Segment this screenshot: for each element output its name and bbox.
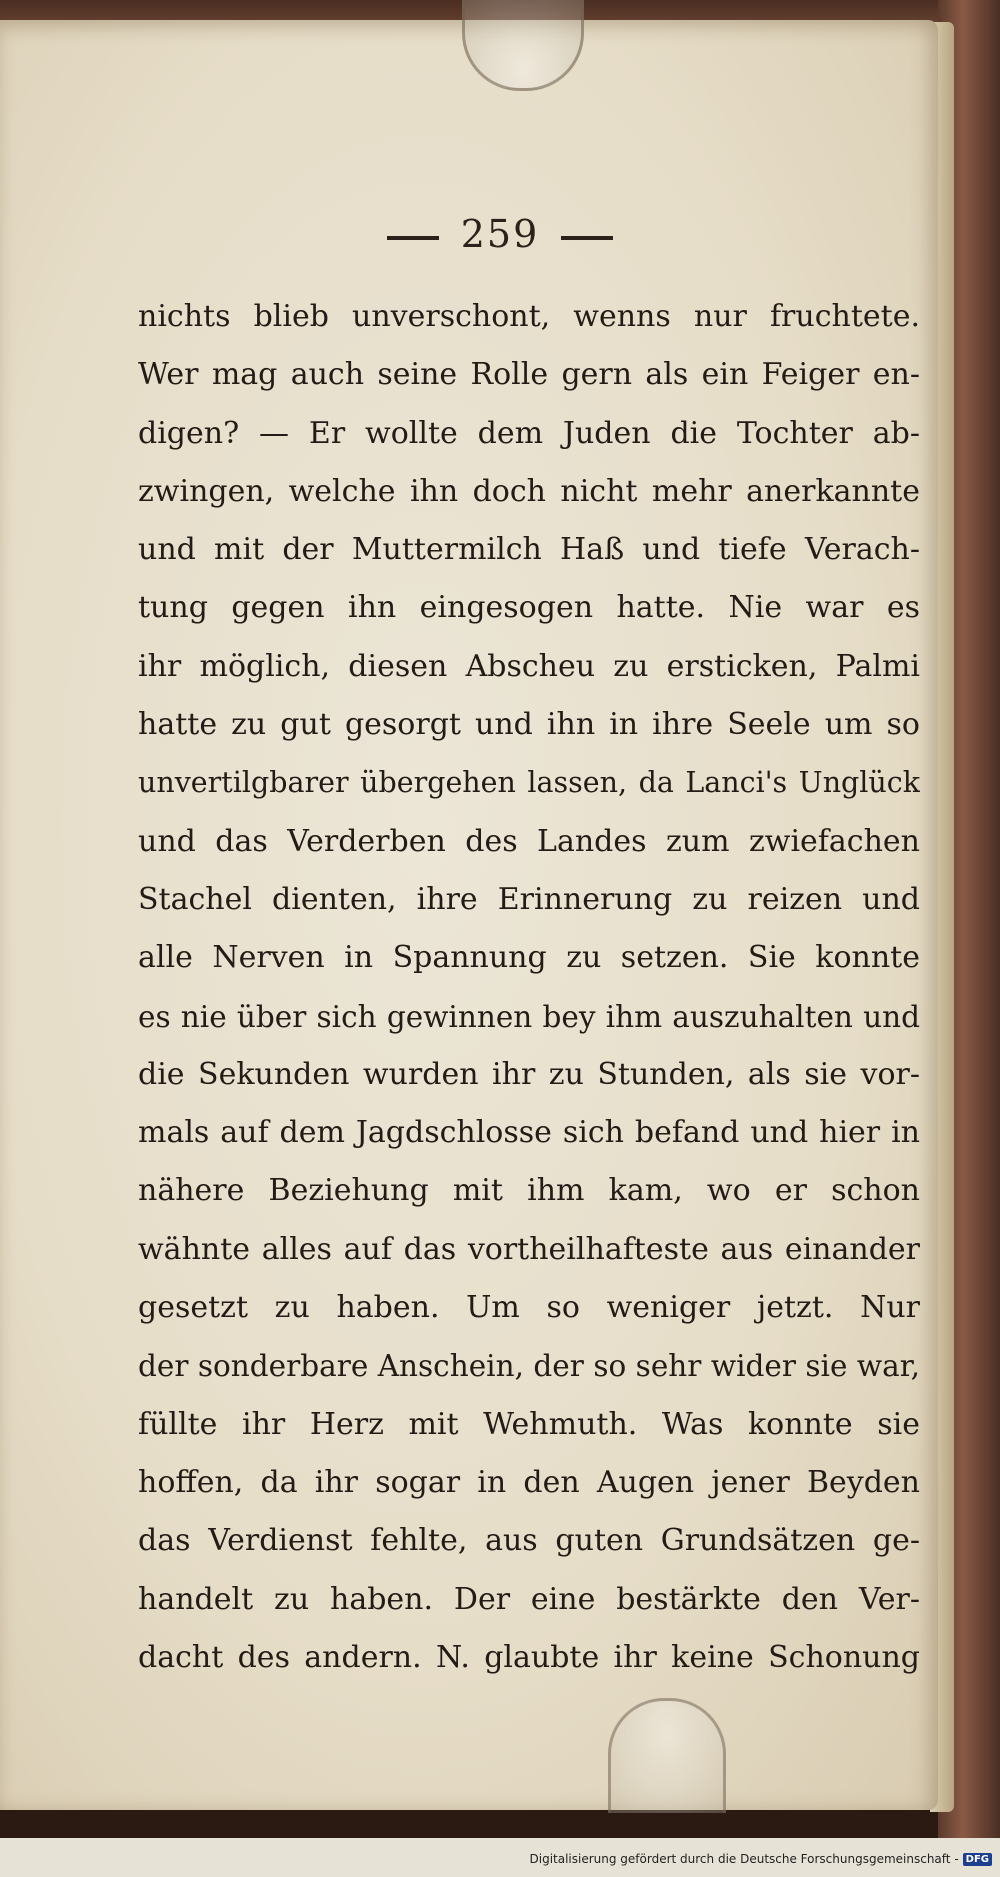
text-line: unvertilgbarer übergehen lassen, da Lanci's Unglück [138, 766, 920, 800]
credit-text: Digitalisierung gefördert durch die Deutsche Forschungsgemeinschaft - [529, 1852, 959, 1866]
text-line: und das Verderben des Landes zum zwiefachen [138, 823, 920, 859]
text-line: es nie über sich gewinnen bey ihm auszuhalten und [138, 999, 920, 1034]
text-line: wähnte alles auf das vortheilhafteste aus einander [138, 1231, 920, 1267]
text-line: gesetzt zu haben. Um so weniger jetzt. Nur [138, 1290, 920, 1326]
text-line: tung gegen ihn eingesogen hatte. Nie war es [138, 590, 920, 626]
dfg-logo: DFG [963, 1853, 992, 1866]
text-line: füllte ihr Herz mit Wehmuth. Was konnte sie [138, 1406, 920, 1442]
text-line: digen? — Er wollte dem Juden die Tochter ab- [138, 415, 920, 451]
text-line: handelt zu haben. Der eine bestärkte den Ver- [138, 1581, 920, 1617]
text-line: dacht des andern. N. glaubte ihr keine Schonung [138, 1639, 920, 1675]
text-line: und mit der Muttermilch Haß und tiefe Verach- [138, 532, 920, 568]
text-line: nähere Beziehung mit ihm kam, wo er schon [138, 1173, 920, 1209]
text-line: Stachel dienten, ihre Erinnerung zu reizen und [138, 881, 920, 917]
text-line: zwingen, welche ihn doch nicht mehr anerkannte [138, 473, 920, 509]
page-number: 259 [460, 212, 540, 256]
text-line: das Verdienst fehlte, aus guten Grundsätzen ge- [138, 1523, 920, 1559]
text-line: der sonderbare Anschein, der so sehr wider sie war, [138, 1349, 920, 1384]
text-line: ihr möglich, diesen Abscheu zu ersticken, Palmi [138, 648, 920, 684]
text-line: mals auf dem Jagdschlosse sich befand und hier in [138, 1115, 920, 1151]
dash-left [387, 236, 439, 240]
text-line: die Sekunden wurden ihr zu Stunden, als sie vor- [138, 1056, 920, 1092]
text-line: Wer mag auch seine Rolle gern als ein Feiger en- [138, 357, 920, 393]
text-line: hatte zu gut gesorgt und ihn in ihre Seele um so [138, 707, 920, 743]
page-number-header [0, 212, 1000, 256]
glass-weight-bottom [608, 1698, 726, 1813]
digitization-credit [530, 1852, 993, 1866]
body-text [138, 288, 920, 1687]
dash-right [561, 236, 613, 240]
text-line: nichts blieb unverschont, wenns nur fruchtete. [138, 299, 920, 334]
text-line: alle Nerven in Spannung zu setzen. Sie konnte [138, 940, 920, 976]
text-line: hoffen, da ihr sogar in den Augen jener Beyden [138, 1464, 920, 1500]
